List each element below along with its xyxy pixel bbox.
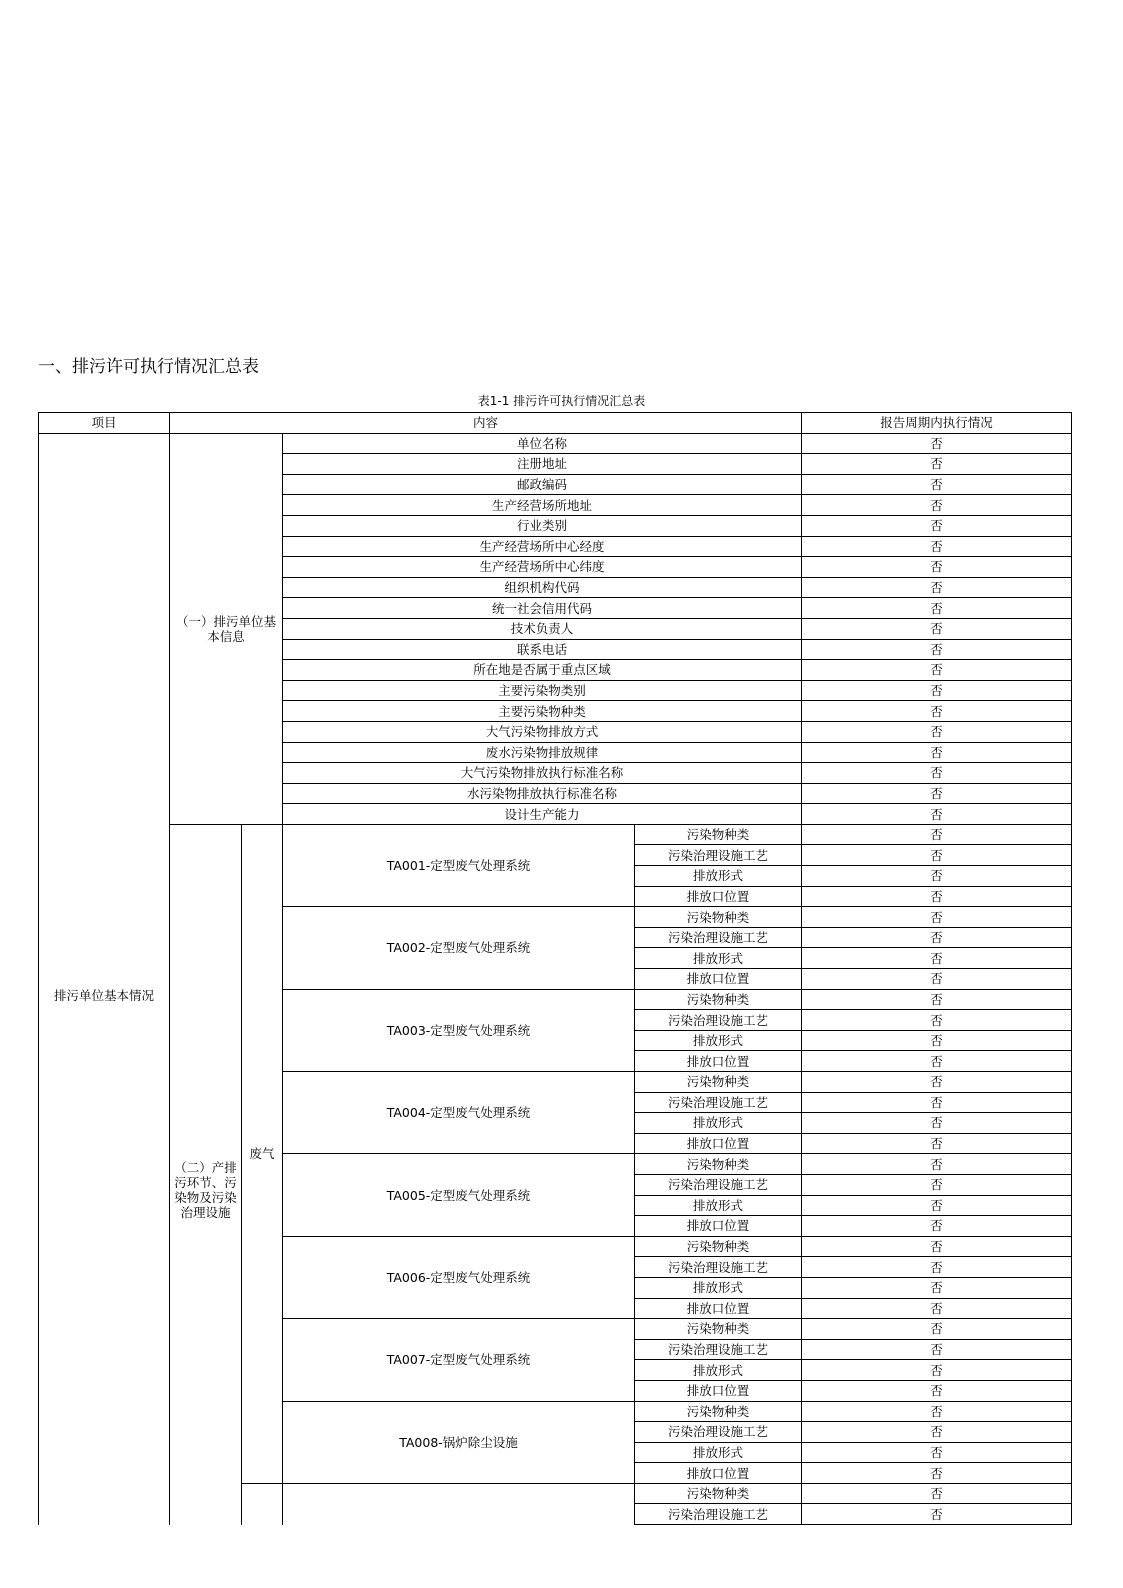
basic-info-item: 技术负责人 (283, 618, 802, 639)
status-cell: 否 (802, 1401, 1072, 1422)
status-cell: 否 (802, 515, 1072, 536)
system-item: 污染物种类 (635, 989, 802, 1010)
status-cell: 否 (802, 907, 1072, 928)
status-cell: 否 (802, 1072, 1072, 1093)
status-cell: 否 (802, 886, 1072, 907)
status-cell: 否 (802, 454, 1072, 475)
system-item: 污染物种类 (635, 1236, 802, 1257)
system-item: 污染物种类 (635, 1401, 802, 1422)
system-item: 排放形式 (635, 1277, 802, 1298)
status-cell: 否 (802, 824, 1072, 845)
system-item: 排放形式 (635, 866, 802, 887)
system-item: 排放口位置 (635, 1463, 802, 1484)
waste-gas-category: 废气 (242, 824, 283, 1483)
system-item: 污染物种类 (635, 907, 802, 928)
status-cell: 否 (802, 721, 1072, 742)
basic-info-item: 行业类别 (283, 515, 802, 536)
system-item: 污染治理设施工艺 (635, 1504, 802, 1525)
basic-info-item: 设计生产能力 (283, 804, 802, 825)
header-row (39, 413, 1072, 434)
status-cell: 否 (802, 989, 1072, 1010)
status-cell: 否 (802, 1010, 1072, 1031)
system-item: 排放形式 (635, 1113, 802, 1134)
system-item: 排放口位置 (635, 1051, 802, 1072)
treatment-system (283, 1483, 635, 1524)
basic-info-item: 注册地址 (283, 454, 802, 475)
status-cell: 否 (802, 1154, 1072, 1175)
basic-info-item: 大气污染物排放执行标准名称 (283, 763, 802, 784)
system-item: 排放口位置 (635, 886, 802, 907)
system-item: 污染治理设施工艺 (635, 1010, 802, 1031)
system-item: 排放形式 (635, 1195, 802, 1216)
basic-info-item: 生产经营场所地址 (283, 495, 802, 516)
system-item: 排放口位置 (635, 1216, 802, 1237)
header-item: 项目 (39, 413, 170, 434)
status-cell: 否 (802, 1236, 1072, 1257)
status-cell: 否 (802, 474, 1072, 495)
system-item: 排放口位置 (635, 1298, 802, 1319)
system-item: 排放形式 (635, 1030, 802, 1051)
status-cell: 否 (802, 701, 1072, 722)
status-cell: 否 (802, 742, 1072, 763)
category-cell-continued (242, 1483, 283, 1524)
system-item: 污染治理设施工艺 (635, 1339, 802, 1360)
treatment-system: TA003-定型废气处理系统 (283, 989, 635, 1071)
basic-info-item: 生产经营场所中心纬度 (283, 557, 802, 578)
basic-info-item: 组织机构代码 (283, 577, 802, 598)
status-cell: 否 (802, 598, 1072, 619)
system-item: 排放形式 (635, 1442, 802, 1463)
system-item: 污染治理设施工艺 (635, 927, 802, 948)
status-cell: 否 (802, 1360, 1072, 1381)
status-cell: 否 (802, 866, 1072, 887)
status-cell: 否 (802, 1030, 1072, 1051)
treatment-system: TA007-定型废气处理系统 (283, 1319, 635, 1401)
system-item: 污染物种类 (635, 1319, 802, 1340)
system-item: 污染治理设施工艺 (635, 1257, 802, 1278)
status-cell: 否 (802, 804, 1072, 825)
status-cell: 否 (802, 927, 1072, 948)
status-cell: 否 (802, 1195, 1072, 1216)
system-item: 污染物种类 (635, 1483, 802, 1504)
basic-info-item: 所在地是否属于重点区域 (283, 660, 802, 681)
status-cell: 否 (802, 557, 1072, 578)
table-row (39, 433, 1072, 454)
status-cell: 否 (802, 1174, 1072, 1195)
status-cell: 否 (802, 1298, 1072, 1319)
status-cell: 否 (802, 1504, 1072, 1525)
treatment-system: TA004-定型废气处理系统 (283, 1072, 635, 1154)
basic-info-item: 废水污染物排放规律 (283, 742, 802, 763)
table-caption: 表1-1 排污许可执行情况汇总表 (477, 394, 646, 408)
system-item: 排放口位置 (635, 1133, 802, 1154)
status-cell: 否 (802, 680, 1072, 701)
basic-info-item: 邮政编码 (283, 474, 802, 495)
status-cell: 否 (802, 433, 1072, 454)
status-cell: 否 (802, 969, 1072, 990)
basic-info-item: 主要污染物种类 (283, 701, 802, 722)
status-cell: 否 (802, 1092, 1072, 1113)
system-item: 污染治理设施工艺 (635, 1092, 802, 1113)
basic-info-item: 联系电话 (283, 639, 802, 660)
status-cell: 否 (802, 1380, 1072, 1401)
status-cell: 否 (802, 618, 1072, 639)
status-cell: 否 (802, 1463, 1072, 1484)
table-row (39, 824, 1072, 845)
status-cell: 否 (802, 783, 1072, 804)
basic-info-item: 生产经营场所中心经度 (283, 536, 802, 557)
basic-info-item: 单位名称 (283, 433, 802, 454)
system-item: 排放口位置 (635, 969, 802, 990)
status-cell: 否 (802, 1051, 1072, 1072)
treatment-system: TA002-定型废气处理系统 (283, 907, 635, 989)
status-cell: 否 (802, 1422, 1072, 1443)
system-item: 污染治理设施工艺 (635, 1174, 802, 1195)
status-cell: 否 (802, 1277, 1072, 1298)
project-cell: 排污单位基本情况 (39, 433, 170, 1524)
summary-table (38, 412, 1072, 1525)
system-item: 污染物种类 (635, 1072, 802, 1093)
basic-info-item: 大气污染物排放方式 (283, 721, 802, 742)
header-content: 内容 (170, 413, 802, 434)
system-item: 排放形式 (635, 948, 802, 969)
basic-info-item: 水污染物排放执行标准名称 (283, 783, 802, 804)
status-cell: 否 (802, 763, 1072, 784)
status-cell: 否 (802, 639, 1072, 660)
group2-label: （二）产排污环节、污染物及污染治理设施 (170, 824, 242, 1524)
status-cell: 否 (802, 1483, 1072, 1504)
treatment-system: TA001-定型废气处理系统 (283, 824, 635, 906)
section-title: 一、排污许可执行情况汇总表 (38, 357, 259, 377)
status-cell: 否 (802, 660, 1072, 681)
status-cell: 否 (802, 495, 1072, 516)
system-item: 污染治理设施工艺 (635, 845, 802, 866)
treatment-system: TA006-定型废气处理系统 (283, 1236, 635, 1318)
status-cell: 否 (802, 1216, 1072, 1237)
status-cell: 否 (802, 1113, 1072, 1134)
basic-info-item: 统一社会信用代码 (283, 598, 802, 619)
status-cell: 否 (802, 948, 1072, 969)
status-cell: 否 (802, 1442, 1072, 1463)
treatment-system: TA008-锅炉除尘设施 (283, 1401, 635, 1483)
system-item: 污染治理设施工艺 (635, 1422, 802, 1443)
status-cell: 否 (802, 1339, 1072, 1360)
group1-label: （一）排污单位基本信息 (170, 433, 283, 824)
system-item: 污染物种类 (635, 1154, 802, 1175)
treatment-system: TA005-定型废气处理系统 (283, 1154, 635, 1236)
status-cell: 否 (802, 577, 1072, 598)
status-cell: 否 (802, 1133, 1072, 1154)
status-cell: 否 (802, 536, 1072, 557)
system-item: 污染物种类 (635, 824, 802, 845)
status-cell: 否 (802, 845, 1072, 866)
header-status: 报告周期内执行情况 (802, 413, 1072, 434)
status-cell: 否 (802, 1319, 1072, 1340)
system-item: 排放形式 (635, 1360, 802, 1381)
system-item: 排放口位置 (635, 1380, 802, 1401)
status-cell: 否 (802, 1257, 1072, 1278)
basic-info-item: 主要污染物类别 (283, 680, 802, 701)
